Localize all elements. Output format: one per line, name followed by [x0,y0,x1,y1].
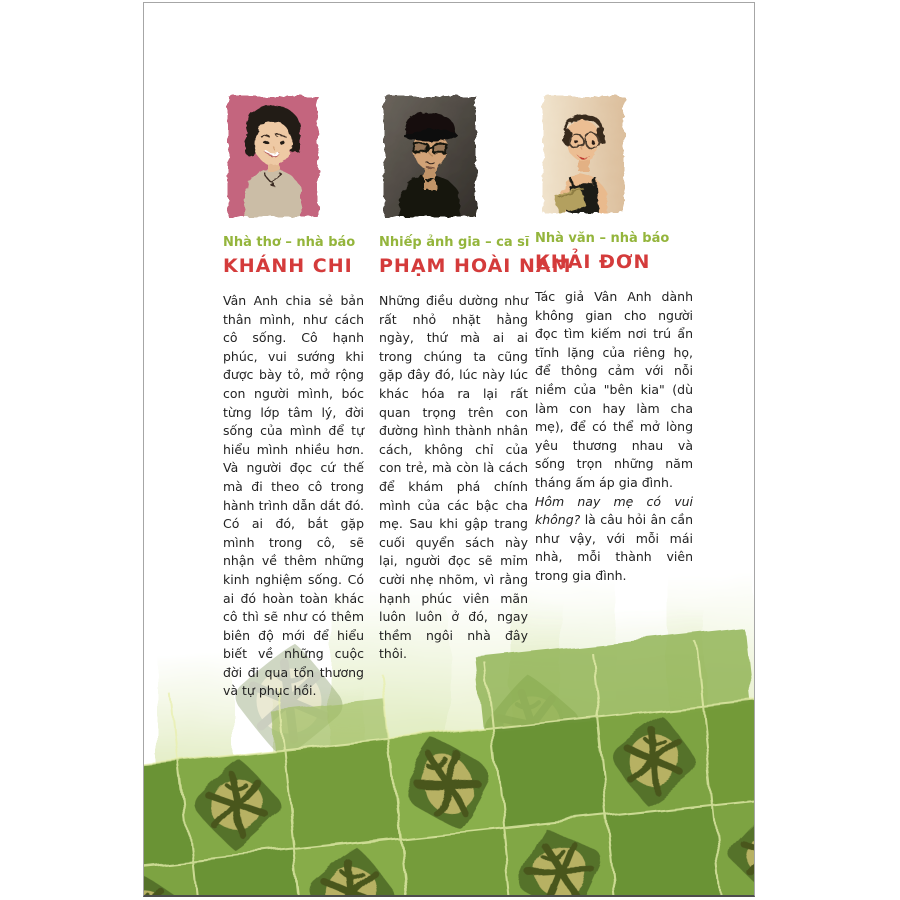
profile-bio [223,292,364,701]
bio-paragraph: Vân Anh chia sẻ bản thân mình, như cách cô sống. Cô hạnh phúc, vui sướng khi được bày tỏ, mở rộng con người mình, bóc từng lớp tâm lý, đời sống của mình để tự hiểu mình nhiều hơn. Và người đọc cứ thế mà đi theo cô trong hành trình dẫn dắt đó. Có ai đó, bắt gặp mình trong cô, sẽ nhận về thêm những kinh nghiệm sống. Có ai đó hoàn toàn khác cô thì sẽ như có thêm biên độ mới để hiểu biết về những cuộc đời đi qua tổn thương và tự phục hồi. [223,293,364,699]
bio-paragraph: Những điều dường như rất nhỏ nhặt hằng ngày, thứ mà ai ai trong chúng ta cũng gặp đây đó, lúc này lúc khác hóa ra lại rất quan trọng trên con đường hình thành nhân cách, không chỉ của con trẻ, mà còn là cách để khám phá chính mình của các bậc cha mẹ. Sau khi gập trang cuối quyển sách này lại, người đọc sẽ mỉm cười nhẹ nhõm, vì rằng hạnh phúc viên mãn luôn luôn ở đó, ngay thềm ngôi nhà đây thôi. [379,293,528,662]
profile-column-khai-don [535,93,693,586]
profile-bio [379,292,528,664]
bio-paragraph-rest: là câu hỏi ân cần như vậy, với mỗi mái nhà, mỗi thành viên trong gia đình. [535,512,693,583]
profile-role: Nhiếp ảnh gia – ca sĩ [379,235,530,250]
portrait-photo-pham-hoai-nam [381,93,479,220]
profile-name: PHẠM HOÀI NAM [379,255,572,277]
profile-name: KHẢI ĐƠN [535,251,651,273]
bio-paragraph: Tác giả Vân Anh dành không gian cho người đọc tìm kiếm nơi trú ẩn tĩnh lặng của riêng họ, để thông cảm với nỗi niềm của "bên kia" (dù làm con hay làm cha mẹ), để có thể mở lòng yêu thương nhau và sống trọn những năm tháng ấm áp gia đình. [535,289,693,490]
profile-role: Nhà văn – nhà báo [535,231,670,246]
profile-column-khanh-chi [223,93,364,701]
profile-bio [535,288,693,586]
bio-paragraph [535,493,693,586]
profile-role: Nhà thơ – nhà báo [223,235,356,250]
profile-name: KHÁNH CHI [223,255,353,277]
book-title-italic: Hôm nay mẹ có vui không? [535,493,693,528]
profile-column-pham-hoai-nam [379,93,572,664]
book-page [143,2,755,897]
portrait-photo-khanh-chi [225,93,321,220]
portrait-photo-khai-don [540,93,627,216]
